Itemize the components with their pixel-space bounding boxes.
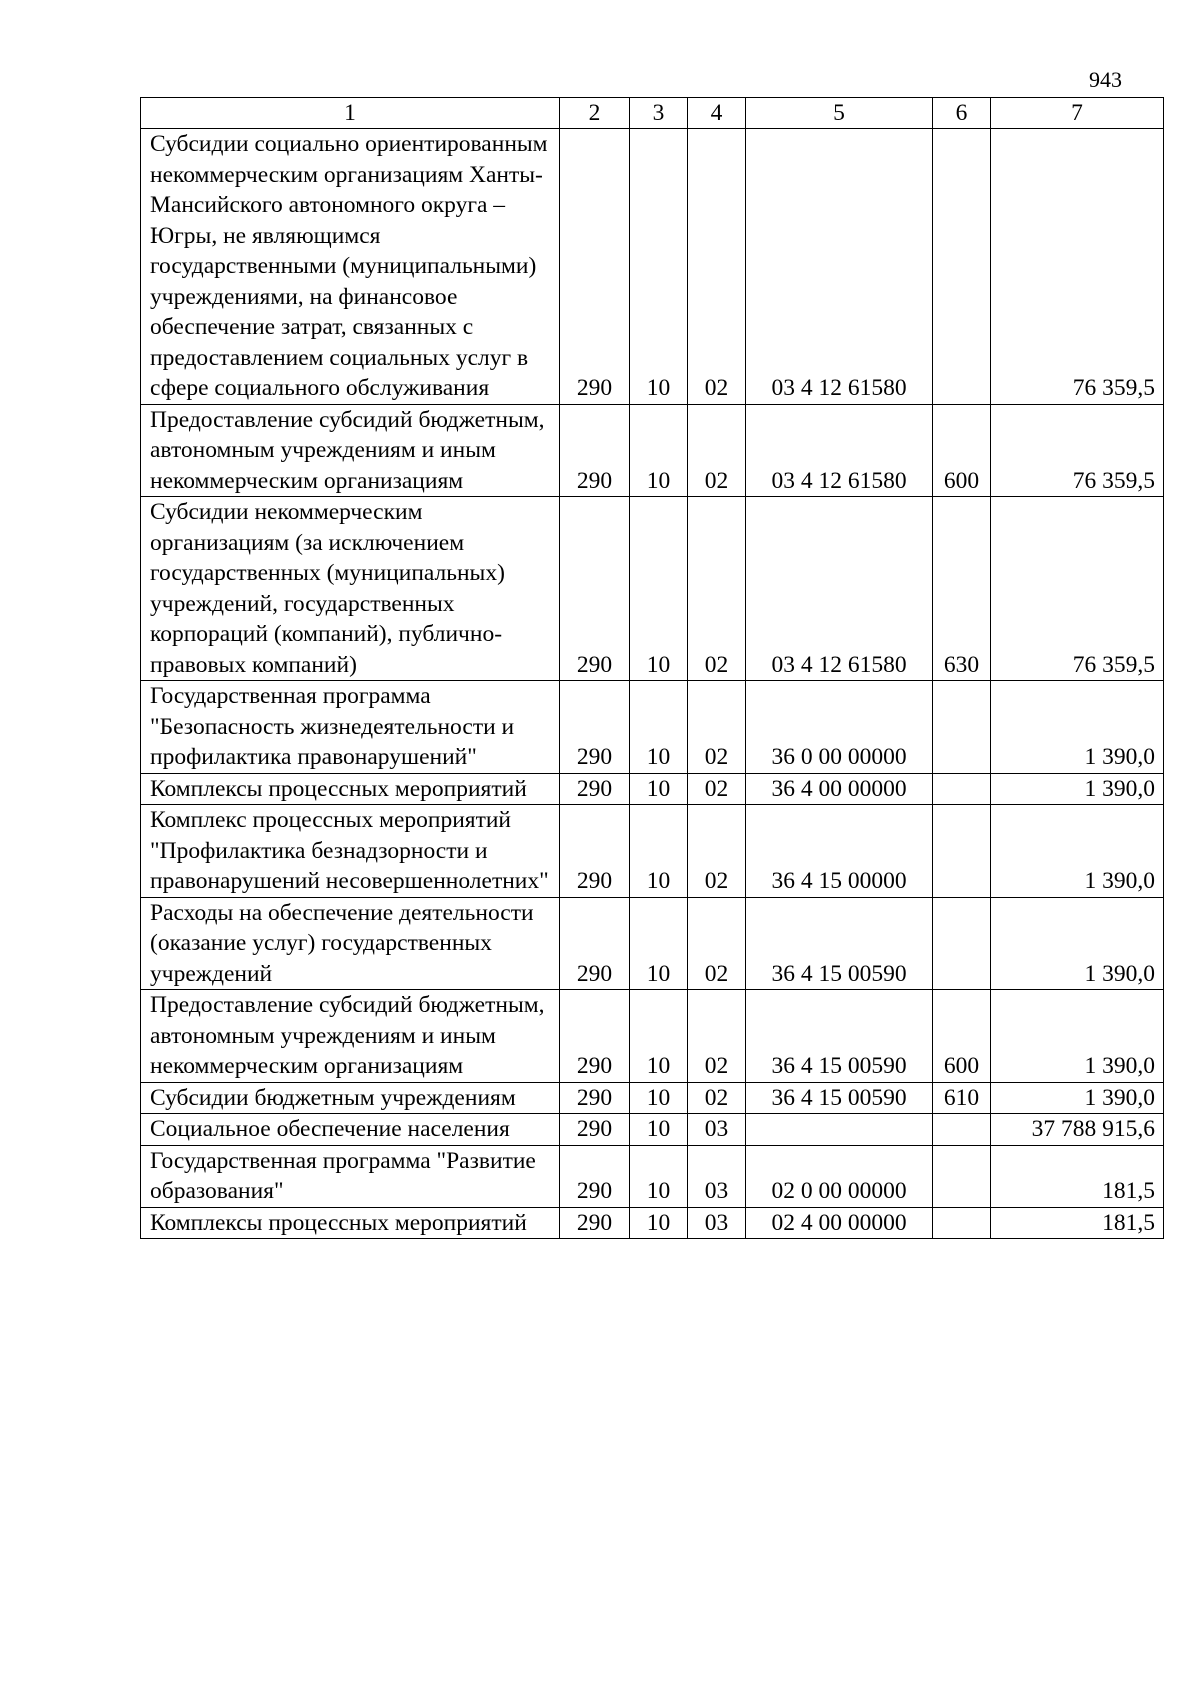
- row-admin-code: 290: [560, 1207, 630, 1239]
- row-name: Предоставление субсидий бюджетным, автономным учреждениям и иным некоммерческим организациям: [141, 990, 560, 1083]
- row-admin-code: 290: [560, 773, 630, 805]
- row-subsection: 02: [688, 404, 746, 497]
- table-row: [141, 1082, 1164, 1114]
- row-section: 10: [630, 1082, 688, 1114]
- row-expense-type: [933, 1145, 991, 1207]
- row-name: Комплексы процессных мероприятий: [141, 773, 560, 805]
- row-subsection: 02: [688, 897, 746, 990]
- row-amount: 181,5: [991, 1207, 1164, 1239]
- row-section: 10: [630, 1207, 688, 1239]
- header-col-5: 5: [746, 98, 933, 129]
- row-section: 10: [630, 404, 688, 497]
- row-target-article: 03 4 12 61580: [746, 129, 933, 405]
- row-admin-code: 290: [560, 897, 630, 990]
- row-expense-type: [933, 805, 991, 898]
- row-expense-type: [933, 129, 991, 405]
- row-section: 10: [630, 681, 688, 774]
- row-amount: 181,5: [991, 1145, 1164, 1207]
- row-subsection: 02: [688, 129, 746, 405]
- row-name: Социальное обеспечение населения: [141, 1114, 560, 1146]
- row-target-article: 36 0 00 00000: [746, 681, 933, 774]
- table-header: [141, 98, 1164, 129]
- row-section: 10: [630, 773, 688, 805]
- row-section: 10: [630, 1145, 688, 1207]
- row-subsection: 02: [688, 990, 746, 1083]
- row-amount: 76 359,5: [991, 497, 1164, 681]
- row-subsection: 03: [688, 1207, 746, 1239]
- row-name: Субсидии социально ориентированным некоммерческим организациям Ханты-Мансийского автономного округа – Югры, не являющимся государственными (муниципальными) учреждениями, на финансовое обеспечение затрат, связанных с предоставлением социальных услуг в сфере социального обслуживания: [141, 129, 560, 405]
- row-subsection: 03: [688, 1114, 746, 1146]
- row-expense-type: [933, 897, 991, 990]
- table-row: [141, 404, 1164, 497]
- row-amount: 76 359,5: [991, 404, 1164, 497]
- header-col-6: 6: [933, 98, 991, 129]
- table-row: [141, 681, 1164, 774]
- table-row: [141, 897, 1164, 990]
- row-amount: 1 390,0: [991, 805, 1164, 898]
- row-admin-code: 290: [560, 129, 630, 405]
- row-name: Государственная программа "Развитие образования": [141, 1145, 560, 1207]
- row-amount: 1 390,0: [991, 773, 1164, 805]
- row-subsection: 02: [688, 805, 746, 898]
- row-subsection: 02: [688, 681, 746, 774]
- row-amount: 1 390,0: [991, 990, 1164, 1083]
- row-subsection: 02: [688, 1082, 746, 1114]
- row-subsection: 03: [688, 1145, 746, 1207]
- row-expense-type: 610: [933, 1082, 991, 1114]
- row-admin-code: 290: [560, 1082, 630, 1114]
- row-admin-code: 290: [560, 1145, 630, 1207]
- row-target-article: 03 4 12 61580: [746, 404, 933, 497]
- row-name: Комплекс процессных мероприятий "Профилактика безнадзорности и правонарушений несовершеннолетних": [141, 805, 560, 898]
- row-name: Субсидии некоммерческим организациям (за исключением государственных (муниципальных) учреждений, государственных корпораций (компаний), публично-правовых компаний): [141, 497, 560, 681]
- row-section: 10: [630, 497, 688, 681]
- row-target-article: 36 4 15 00590: [746, 990, 933, 1083]
- row-section: 10: [630, 990, 688, 1083]
- table-row: [141, 773, 1164, 805]
- row-expense-type: [933, 1207, 991, 1239]
- row-admin-code: 290: [560, 497, 630, 681]
- row-name: Субсидии бюджетным учреждениям: [141, 1082, 560, 1114]
- row-name: Предоставление субсидий бюджетным, автономным учреждениям и иным некоммерческим организациям: [141, 404, 560, 497]
- row-name: Государственная программа "Безопасность жизнедеятельности и профилактика правонарушений": [141, 681, 560, 774]
- table-row: [141, 1114, 1164, 1146]
- table-row: [141, 129, 1164, 405]
- row-section: 10: [630, 1114, 688, 1146]
- header-col-3: 3: [630, 98, 688, 129]
- row-expense-type: 600: [933, 404, 991, 497]
- row-expense-type: [933, 681, 991, 774]
- row-amount: 1 390,0: [991, 1082, 1164, 1114]
- row-target-article: 36 4 15 00000: [746, 805, 933, 898]
- header-col-4: 4: [688, 98, 746, 129]
- row-section: 10: [630, 129, 688, 405]
- row-target-article: [746, 1114, 933, 1146]
- row-admin-code: 290: [560, 1114, 630, 1146]
- row-section: 10: [630, 805, 688, 898]
- table-row: [141, 1207, 1164, 1239]
- row-name: Комплексы процессных мероприятий: [141, 1207, 560, 1239]
- row-admin-code: 290: [560, 681, 630, 774]
- row-target-article: 02 0 00 00000: [746, 1145, 933, 1207]
- row-target-article: 03 4 12 61580: [746, 497, 933, 681]
- row-expense-type: [933, 1114, 991, 1146]
- table-body: [141, 129, 1164, 1239]
- row-amount: 1 390,0: [991, 897, 1164, 990]
- row-subsection: 02: [688, 497, 746, 681]
- row-amount: 37 788 915,6: [991, 1114, 1164, 1146]
- row-amount: 1 390,0: [991, 681, 1164, 774]
- row-admin-code: 290: [560, 805, 630, 898]
- header-col-2: 2: [560, 98, 630, 129]
- row-target-article: 02 4 00 00000: [746, 1207, 933, 1239]
- row-admin-code: 290: [560, 990, 630, 1083]
- row-section: 10: [630, 897, 688, 990]
- row-name: Расходы на обеспечение деятельности (оказание услуг) государственных учреждений: [141, 897, 560, 990]
- table-row: [141, 990, 1164, 1083]
- table-row: [141, 805, 1164, 898]
- row-target-article: 36 4 00 00000: [746, 773, 933, 805]
- header-row: [141, 98, 1164, 129]
- row-target-article: 36 4 15 00590: [746, 1082, 933, 1114]
- table-row: [141, 1145, 1164, 1207]
- budget-table: [140, 97, 1164, 1239]
- page-number: 943: [1089, 67, 1122, 92]
- row-expense-type: [933, 773, 991, 805]
- row-subsection: 02: [688, 773, 746, 805]
- row-target-article: 36 4 15 00590: [746, 897, 933, 990]
- row-expense-type: 600: [933, 990, 991, 1083]
- header-col-1: 1: [141, 98, 560, 129]
- row-expense-type: 630: [933, 497, 991, 681]
- row-amount: 76 359,5: [991, 129, 1164, 405]
- table-row: [141, 497, 1164, 681]
- row-admin-code: 290: [560, 404, 630, 497]
- header-col-7: 7: [991, 98, 1164, 129]
